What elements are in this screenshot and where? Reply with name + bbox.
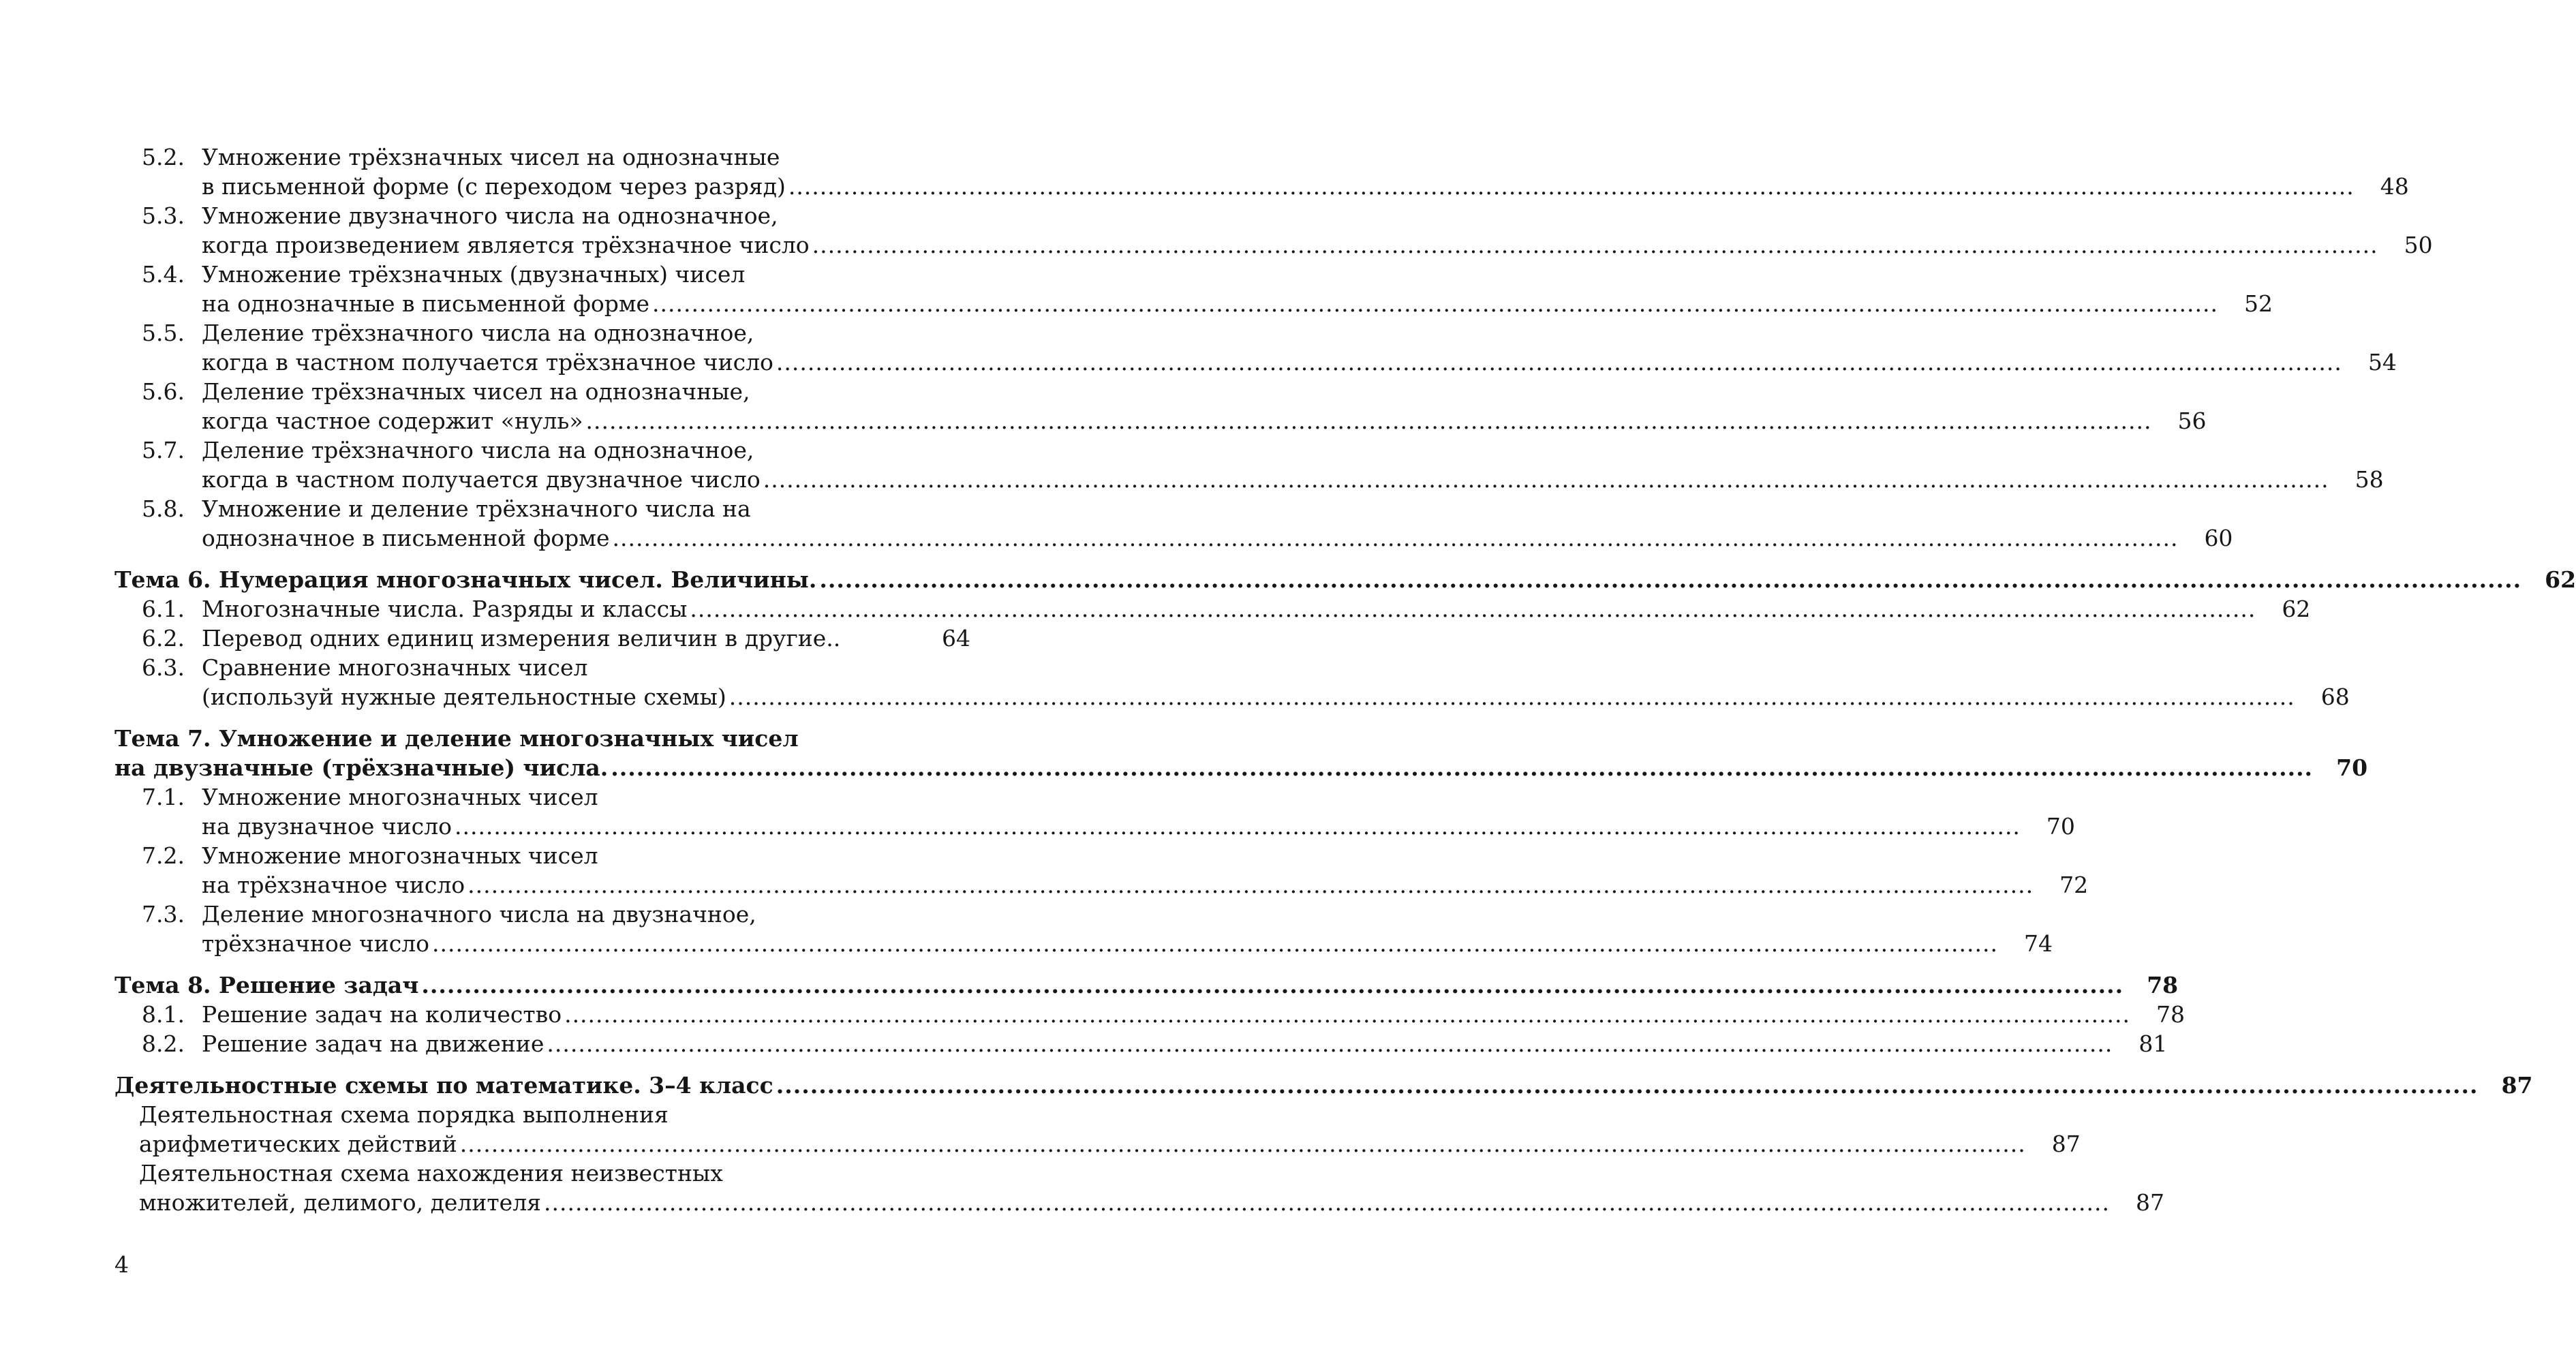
toc-entry-title: Умножение трёхзначных чисел на однозначные: [202, 144, 780, 170]
toc-entry: [114, 841, 970, 870]
toc-entry-number: 6.3.: [142, 654, 185, 681]
toc-entry: [114, 172, 2409, 201]
dot-leader: ........................................................................................................................................................................................................: [776, 1072, 2479, 1099]
toc-entry: [114, 1100, 970, 1129]
dot-leader: ........................................................................................................................................................................................................: [585, 408, 2152, 434]
toc-entry-page: 74: [2023, 930, 2053, 957]
toc-entry: [114, 260, 970, 289]
toc-entry-title: Деление многозначного числа на двузначное,: [202, 901, 756, 928]
toc-entry-number: 6.1.: [142, 596, 185, 622]
toc-entry: [114, 1000, 2186, 1029]
toc-entry-page: 52: [2244, 290, 2273, 317]
toc-entry-title: Деятельностная схема нахождения неизвестных: [139, 1160, 723, 1186]
toc-entry-title: когда частное содержит «нуль»: [202, 408, 583, 434]
toc-entry-title: множителей, делимого, делителя: [139, 1189, 541, 1216]
dot-leader: ........................................................................................................................................................................................................: [459, 1131, 2026, 1157]
toc-entry-title: арифметических действий: [139, 1131, 457, 1157]
toc-entry-title: в письменной форме (с переходом через разряд): [202, 173, 786, 200]
toc-entry-title: Многозначные числа. Разряды и классы: [202, 596, 688, 622]
toc-entry: [114, 782, 970, 812]
toc-entry-page: 62: [2545, 566, 2576, 593]
toc-entry: [114, 970, 2179, 1000]
dot-leader: ........................................................................................................................................................................................................: [690, 596, 2256, 622]
toc-entry-number: 8.2.: [142, 1030, 185, 1057]
toc-entry: [114, 465, 2384, 494]
dot-leader: ........................................................................................................................................................................................................: [776, 349, 2342, 376]
page-number: 4: [114, 1251, 129, 1278]
dot-leader: ........................................................................................................................................................................................................: [421, 972, 2124, 998]
dot-leader: ........................................................................................................................................................................................................: [547, 1030, 2113, 1057]
toc-entry: [114, 230, 2433, 260]
toc-entry-page: 68: [2320, 684, 2350, 710]
toc-entry: [114, 1071, 2533, 1100]
toc-entry-title: Деятельностные схемы по математике. 3–4 класс: [114, 1072, 773, 1099]
toc-entry-title: на однозначные в письменной форме: [202, 290, 650, 317]
dot-leader: ........................................................................................................................................................................................................: [564, 1001, 2131, 1028]
toc-entry: [114, 201, 970, 230]
toc-entry-page: 48: [2380, 173, 2409, 200]
toc-entry-title: однозначное в письменной форме: [202, 525, 610, 551]
toc-entry-number: 5.5.: [142, 320, 185, 346]
toc-entry-title: Перевод одних единиц измерения величин в другие..: [202, 625, 841, 652]
toc-entry-number: 8.1.: [142, 1001, 185, 1028]
toc-entry-title: Умножение трёхзначных (двузначных) чисел: [202, 261, 746, 288]
toc-entry-page: 62: [2282, 596, 2311, 622]
toc-entry: [114, 624, 970, 653]
toc-entry-number: 7.2.: [142, 842, 185, 869]
toc-entry-page: 81: [2138, 1030, 2168, 1057]
toc-entry-title: когда в частном получается двузначное число: [202, 466, 761, 493]
toc-entry-page: 54: [2367, 349, 2397, 376]
toc-entry-page: 87: [2051, 1131, 2081, 1157]
dot-leader: ........................................................................................................................................................................................................: [612, 525, 2179, 551]
toc-entry-title: на двузначное число: [202, 813, 452, 840]
toc-entry-number: 5.2.: [142, 144, 185, 170]
dot-leader: ........................................................................................................................................................................................................: [812, 232, 2378, 258]
toc-entry-title: Деятельностная схема порядка выполнения: [139, 1101, 669, 1128]
toc-entry-title: на двузначные (трёхзначные) числа.: [114, 754, 609, 781]
toc-entry-title: Деление трёхзначного числа на однозначное,: [202, 320, 754, 346]
toc-entry: [114, 812, 2075, 841]
toc-entry: [114, 724, 970, 753]
toc-entry-title: трёхзначное число: [202, 930, 430, 957]
dot-leader: ........................................................................................................................................................................................................: [611, 754, 2314, 781]
toc-entry-number: 7.1.: [142, 784, 185, 810]
toc-entry-title: Деление трёхзначных чисел на однозначные,: [202, 378, 750, 405]
toc-entry-title: Тема 6. Нумерация многозначных чисел. Величины.: [114, 566, 817, 593]
toc-entry: [114, 523, 2233, 553]
toc-entry: [114, 1129, 2081, 1159]
toc-entry-title: когда в частном получается трёхзначное число: [202, 349, 773, 376]
dot-leader: ........................................................................................................................................................................................................: [467, 872, 2034, 898]
toc-entry-number: 6.2.: [142, 625, 185, 652]
toc-entry-page: 70: [2046, 813, 2075, 840]
toc-entry: [114, 494, 970, 523]
toc-entry-page: 56: [2177, 408, 2207, 434]
toc-entry-page: 58: [2355, 466, 2384, 493]
toc-entry: [114, 377, 970, 406]
dot-leader: ........................................................................................................................................................................................................: [432, 930, 1998, 957]
table-of-contents: [114, 142, 2576, 1217]
toc-entry-page: 87: [2501, 1072, 2533, 1099]
dot-leader: ........................................................................................................................................................................................................: [454, 813, 2021, 840]
toc-entry: [114, 929, 2053, 958]
toc-entry-page: 78: [2147, 972, 2179, 998]
toc-entry-page: 60: [2204, 525, 2233, 551]
dot-leader: ........................................................................................................................................................................................................: [788, 173, 2355, 200]
toc-entry-number: 5.3.: [142, 202, 185, 229]
toc-entry-number: 5.6.: [142, 378, 185, 405]
toc-entry: [114, 318, 970, 348]
toc-entry-page: 70: [2336, 754, 2368, 781]
toc-entry: [114, 289, 2273, 318]
toc-entry-number: 5.7.: [142, 437, 185, 463]
toc-entry-page: 50: [2404, 232, 2433, 258]
toc-entry: [114, 870, 2089, 900]
toc-entry: [114, 565, 2576, 594]
toc-entry-page: 64: [942, 625, 970, 652]
toc-entry: [114, 1188, 2164, 1217]
dot-leader: ........................................................................................................................................................................................................: [652, 290, 2218, 317]
dot-leader: ........................................................................................................................................................................................................: [729, 684, 2295, 710]
toc-entry-page: 72: [2059, 872, 2089, 898]
toc-entry: [114, 1029, 2168, 1058]
toc-entry-title: когда произведением является трёхзначное число: [202, 232, 810, 258]
toc-entry-title: Умножение многозначных чисел: [202, 842, 598, 869]
toc-entry-title: Решение задач на количество: [202, 1001, 562, 1028]
dot-leader: ........................................................................................................................................................................................................: [544, 1189, 2110, 1216]
toc-entry: [114, 142, 970, 172]
toc-entry-title: Деление трёхзначного числа на однозначное,: [202, 437, 754, 463]
toc-entry-title: Тема 8. Решение задач: [114, 972, 419, 998]
toc-entry-page: 78: [2156, 1001, 2186, 1028]
toc-entry-title: Тема 7. Умножение и деление многозначных чисел: [114, 725, 799, 752]
toc-entry-title: (используй нужные деятельностные схемы): [202, 684, 726, 710]
toc-entry-page: 87: [2135, 1189, 2164, 1216]
toc-entry: [114, 594, 2311, 624]
toc-entry-number: 5.4.: [142, 261, 185, 288]
toc-entry: [114, 653, 970, 682]
toc-entry-title: Сравнение многозначных чисел: [202, 654, 588, 681]
toc-entry-title: Умножение многозначных чисел: [202, 784, 598, 810]
toc-entry: [114, 900, 970, 929]
toc-entry-title: Решение задач на движение: [202, 1030, 545, 1057]
dot-leader: ........................................................................................................................................................................................................: [763, 466, 2329, 493]
toc-entry: [114, 1159, 970, 1188]
toc-entry-number: 5.8.: [142, 495, 185, 522]
toc-entry: [114, 682, 2350, 711]
toc-entry-title: Умножение и деление трёхзначного числа на: [202, 495, 751, 522]
dot-leader: ........................................................................................................................................................................................................: [819, 566, 2522, 593]
toc-entry: [114, 406, 2207, 435]
toc-entry: [114, 753, 2368, 782]
toc-entry: [114, 435, 970, 465]
toc-entry-number: 7.3.: [142, 901, 185, 928]
toc-entry: [114, 348, 2397, 377]
toc-entry-title: на трёхзначное число: [202, 872, 465, 898]
toc-entry-title: Умножение двузначного числа на однозначное,: [202, 202, 778, 229]
